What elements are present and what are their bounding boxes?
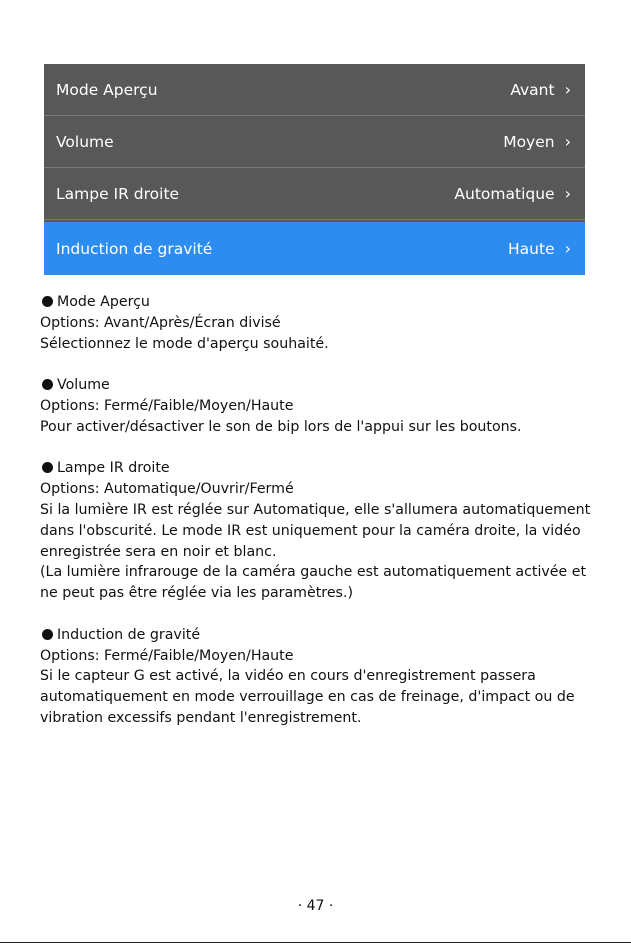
menu-row-label: Induction de gravité	[56, 239, 213, 258]
menu-row-value: Haute	[508, 239, 555, 258]
chevron-right-icon: ›	[564, 80, 571, 99]
section-text: Sélectionnez le mode d'aperçu souhaité.	[40, 335, 329, 352]
section-options: Options: Avant/Après/Écran divisé	[40, 314, 281, 331]
menu-row-value: Automatique	[454, 184, 555, 203]
section-volume	[40, 375, 600, 437]
section-title: Volume	[57, 377, 110, 394]
menu-row-mode-apercu[interactable]	[44, 64, 585, 116]
menu-row-value-group	[508, 239, 571, 258]
menu-row-value-group	[510, 80, 571, 99]
section-text: Pour activer/désactiver le son de bip lors de l'appui sur les boutons.	[40, 418, 522, 435]
menu-row-label: Volume	[56, 132, 114, 151]
settings-menu	[44, 64, 585, 275]
bullet-icon	[42, 296, 53, 307]
chevron-right-icon: ›	[564, 132, 571, 151]
section-options: Options: Fermé/Faible/Moyen/Haute	[40, 397, 294, 414]
menu-row-lampe-ir-droite[interactable]	[44, 168, 585, 220]
menu-row-value-group	[503, 132, 571, 151]
section-options: Options: Automatique/Ouvrir/Fermé	[40, 481, 294, 498]
section-title: Mode Aperçu	[57, 294, 150, 310]
menu-row-volume[interactable]	[44, 116, 585, 168]
section-heading	[40, 625, 600, 646]
section-heading	[40, 292, 600, 313]
menu-row-label: Lampe IR droite	[56, 184, 180, 203]
bullet-icon	[42, 629, 53, 640]
section-heading	[40, 375, 600, 396]
menu-row-induction-gravite[interactable]	[44, 222, 585, 275]
section-induction-gravite	[40, 625, 600, 729]
chevron-right-icon: ›	[564, 239, 571, 258]
section-text: Si la lumière IR est réglée sur Automatique, elle s'allumera automatiquement dans l'obscurité. Le mode IR est uniquement pour la caméra droite, la vidéo enregistrée sera en noir et blanc.	[40, 501, 591, 560]
menu-row-value: Moyen	[503, 132, 555, 151]
section-title: Lampe IR droite	[57, 460, 170, 477]
section-note: (La lumière infrarouge de la caméra gauche est automatiquement activée et ne peut pas être réglée via les paramètres.)	[40, 564, 587, 602]
section-mode-apercu	[40, 292, 600, 354]
page-number: · 47 ·	[297, 898, 334, 914]
section-title: Induction de gravité	[57, 626, 201, 643]
section-options: Options: Fermé/Faible/Moyen/Haute	[40, 647, 294, 664]
menu-row-value-group	[454, 184, 571, 203]
chevron-right-icon: ›	[564, 184, 571, 203]
section-heading	[40, 458, 600, 479]
menu-row-value: Avant	[510, 80, 555, 99]
section-text: Si le capteur G est activé, la vidéo en cours d'enregistrement passera automatiquement en mode verrouillage en cas de freinage, d'impact ou de vibration excessifs pendant l'enregistrement.	[40, 668, 575, 726]
bullet-icon	[42, 462, 53, 473]
menu-row-label: Mode Aperçu	[56, 80, 158, 99]
bullet-icon	[42, 379, 53, 390]
bottom-divider	[0, 942, 631, 943]
section-lampe-ir-droite	[40, 458, 600, 604]
descriptions	[40, 292, 600, 750]
